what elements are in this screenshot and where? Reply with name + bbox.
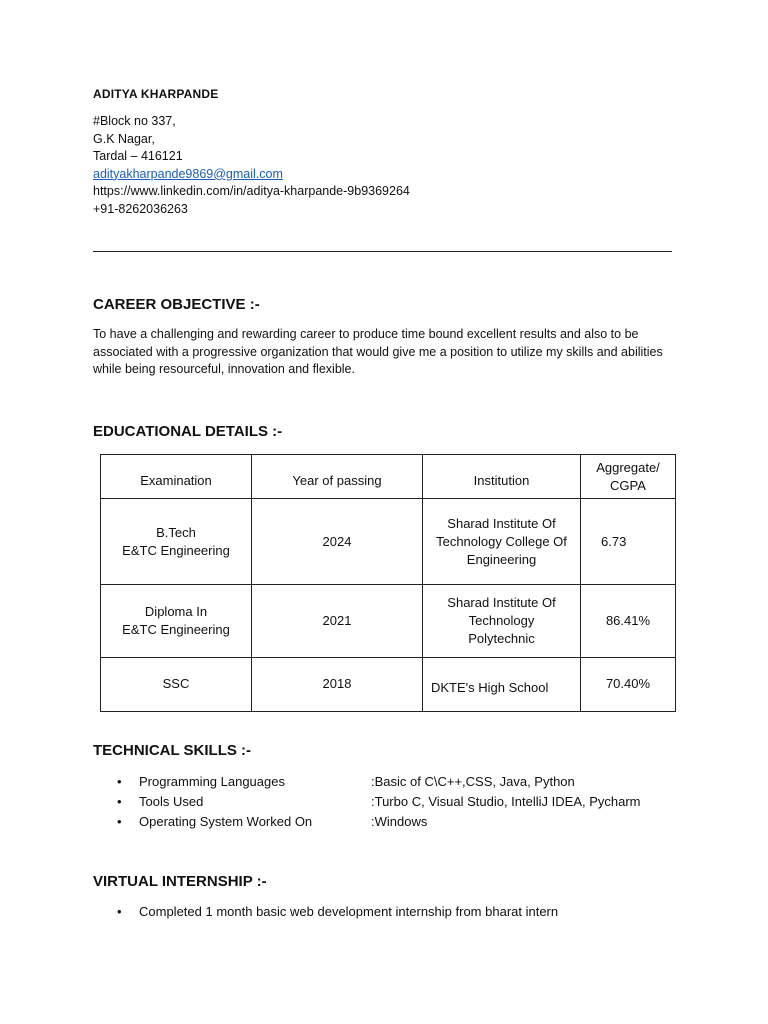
institution-cell	[423, 658, 581, 712]
table-row	[101, 499, 676, 585]
table-header-row	[101, 455, 676, 499]
exam-line: B.Tech	[156, 524, 196, 540]
year-cell: 2021	[252, 585, 423, 658]
skill-label: Programming Languages	[139, 774, 285, 789]
phone-number: +91-8262036263	[93, 201, 188, 216]
exam-line: E&TC Engineering	[122, 542, 230, 558]
skill-label: Operating System Worked On	[139, 814, 313, 829]
address-line-1: #Block no 337,	[93, 114, 176, 128]
table-row	[101, 658, 676, 712]
virtual-internship-heading: VIRTUAL INTERNSHIP :-	[93, 873, 267, 890]
institution-line: Technology College Of	[436, 533, 567, 549]
email-link[interactable]: adityakharpande9869@gmail.com	[93, 166, 283, 181]
year-cell: 2018	[252, 658, 423, 712]
address-line-2: G.K Nagar,	[93, 131, 155, 146]
linkedin-url: https://www.linkedin.com/in/aditya-kharpande-9b9369264	[93, 184, 410, 199]
address-line-3: Tardal – 416121	[93, 149, 183, 164]
institution-line: Sharad Institute Of	[447, 515, 556, 531]
contact-block	[93, 113, 410, 219]
skill-value: :Basic of C\C++,CSS, Java, Python	[371, 774, 575, 789]
score-cell: 70.40%	[581, 658, 676, 712]
header-divider	[93, 251, 672, 252]
institution-line: Polytechnic	[468, 631, 535, 646]
technical-skills-heading: TECHNICAL SKILLS :-	[93, 742, 252, 759]
bullet-icon: •	[117, 774, 122, 789]
score-cell: 86.41%	[581, 585, 676, 658]
exam-line: SSC	[162, 676, 190, 691]
exam-line: E&TC Engineering	[122, 622, 230, 637]
skill-label: Tools Used	[139, 794, 204, 809]
score-cell: 6.73	[581, 499, 676, 585]
institution-cell	[423, 585, 581, 658]
institution-cell	[423, 499, 581, 585]
bullet-icon: •	[117, 814, 122, 829]
career-objective-text: To have a challenging and rewarding career to produce time bound excellent results and also to be associated with a progressive organization that would give me a position to utilize my skills and abilities while being resourceful, innovation and flexible.	[93, 327, 663, 377]
career-objective-heading: CAREER OBJECTIVE :-	[93, 296, 260, 313]
table-row	[101, 585, 676, 658]
education-heading: EDUCATIONAL DETAILS :-	[93, 423, 283, 440]
skill-value: :Turbo C, Visual Studio, IntelliJ IDEA, Pycharm	[371, 794, 641, 809]
year-cell: 2024	[252, 499, 423, 585]
institution-line: Engineering	[466, 551, 537, 567]
col-header-examination: Examination	[101, 455, 252, 499]
institution-line: DKTE's High School	[431, 679, 549, 695]
col-header-aggregate: Aggregate/ CGPA	[581, 455, 676, 499]
education-table	[100, 454, 676, 712]
col-header-institution: Institution	[423, 455, 581, 499]
exam-line: Diploma In	[144, 604, 208, 619]
exam-cell	[101, 585, 252, 658]
institution-line: Sharad Institute Of	[447, 595, 556, 610]
bullet-icon: •	[117, 794, 122, 809]
exam-cell	[101, 499, 252, 585]
exam-cell	[101, 658, 252, 712]
institution-line: Technology	[468, 613, 535, 628]
bullet-icon: •	[117, 904, 122, 919]
col-header-year: Year of passing	[252, 455, 423, 499]
internship-text: Completed 1 month basic web development internship from bharat intern	[139, 904, 559, 919]
applicant-name: ADITYA KHARPANDE	[93, 87, 219, 101]
skill-value: :Windows	[371, 814, 428, 829]
